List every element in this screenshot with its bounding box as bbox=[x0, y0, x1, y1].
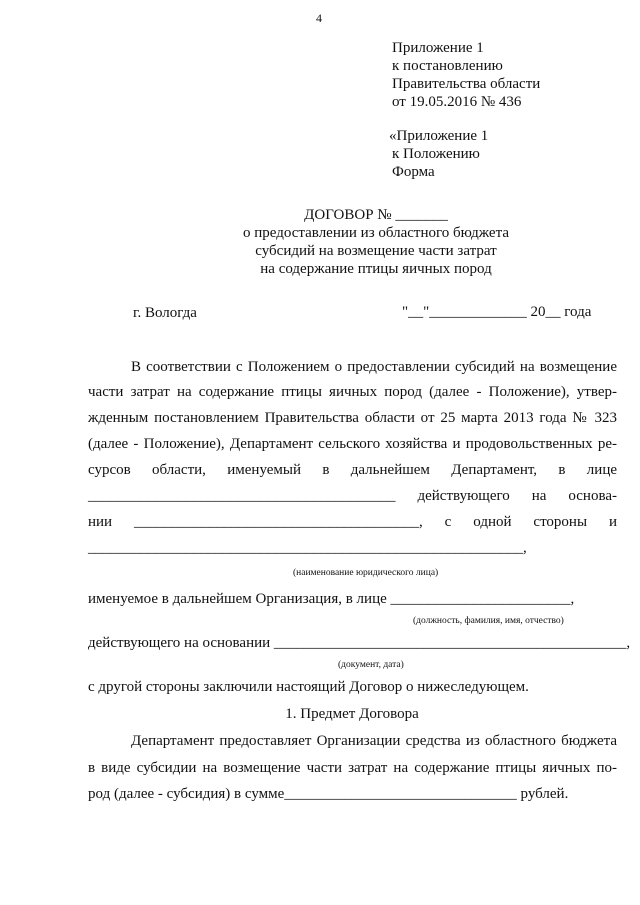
contract-heading: ДОГОВОР № _______ bbox=[304, 207, 448, 223]
appendix-header-line: Приложение 1 bbox=[392, 40, 484, 56]
acting-basis-line: действующего на основании _______________________________________________, bbox=[88, 635, 631, 651]
intro-line: сурсов области, именуемый в дальнейшем Департамент, в лице bbox=[88, 462, 617, 478]
section1-line: Департамент предоставляет Организации средства из областного бюджета bbox=[131, 733, 617, 749]
section1-line: род (далее - субсидия) в сумме_______________________________ рублей. bbox=[88, 786, 569, 802]
intro-line: (далее - Положение), Департамент сельского хозяйства и продовольственных ре- bbox=[88, 436, 617, 452]
appendix-form-line: Форма bbox=[392, 164, 435, 180]
intro-line: _________________________________________ действующего на основа- bbox=[88, 488, 617, 504]
appendix-header-line: Правительства области bbox=[392, 76, 541, 92]
section1-heading: 1. Предмет Договора bbox=[285, 706, 419, 722]
caption-document-date: (документ, дата) bbox=[338, 660, 404, 670]
page-number: 4 bbox=[316, 11, 322, 25]
intro-line: нии ______________________________________, с одной стороны и bbox=[88, 514, 617, 530]
appendix-form-line: «Приложение 1 bbox=[389, 128, 489, 144]
intro-line: В соответствии с Положением о предоставлении субсидий на возмещение bbox=[131, 359, 617, 375]
section1-line: в виде субсидии на возмещение части затрат на содержание птицы яичных по- bbox=[88, 760, 617, 776]
contract-subtitle-line: субсидий на возмещение части затрат bbox=[255, 243, 497, 259]
appendix-form-line: к Положению bbox=[392, 146, 480, 162]
appendix-header-line: от 19.05.2016 № 436 bbox=[392, 94, 522, 110]
caption-organization-name: (наименование юридического лица) bbox=[293, 568, 439, 578]
concluded-line: с другой стороны заключили настоящий Договор о нижеследующем. bbox=[88, 679, 529, 695]
intro-line: жденным постановлением Правительства области от 25 марта 2013 года № 323 bbox=[88, 410, 617, 426]
caption-person-details: (должность, фамилия, имя, отчество) bbox=[413, 616, 564, 626]
intro-line: части затрат на содержание птицы яичных пород (далее - Положение), утвер- bbox=[88, 384, 617, 400]
contract-subtitle-line: о предоставлении из областного бюджета bbox=[243, 225, 509, 241]
place-city: г. Вологда bbox=[133, 305, 197, 321]
named-organization-line: именуемое в дальнейшем Организация, в лице ________________________, bbox=[88, 591, 575, 607]
appendix-header-line: к постановлению bbox=[392, 58, 503, 74]
contract-subtitle-line: на содержание птицы яичных пород bbox=[260, 261, 492, 277]
intro-line: __________________________________________________________, bbox=[88, 540, 527, 556]
date-line: "__"_____________ 20__ года bbox=[402, 304, 592, 320]
